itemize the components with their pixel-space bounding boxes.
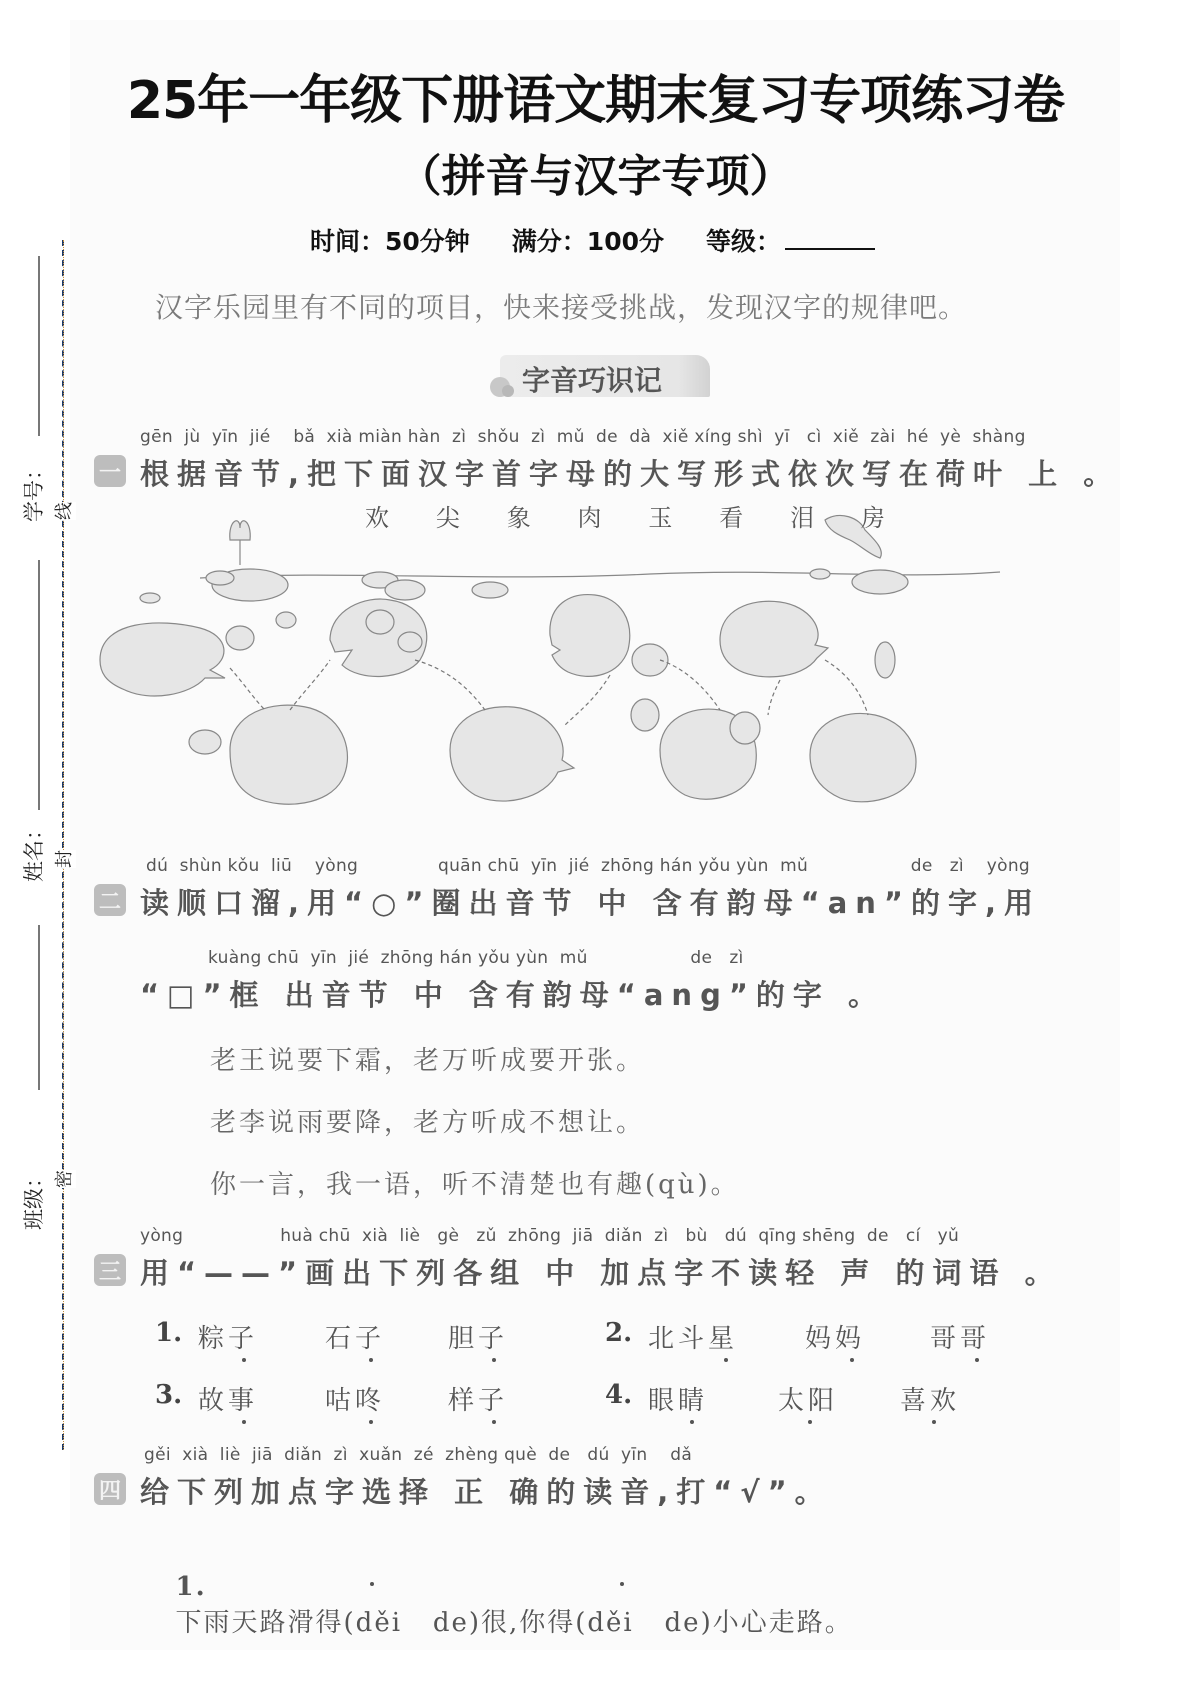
- q3-word: 故事: [198, 1386, 259, 1416]
- emphasis-dot: [370, 1582, 374, 1586]
- q3-text: 用“——”画出下列各组 中 加点字不读轻 声 的词语 。: [140, 1256, 1062, 1290]
- q1-pinyin: gēn jù yīn jié bǎ xià miàn hàn zì shǒu zì mǔ de dà xiě xíng shì yī cì xiě zài hé yè shàng: [140, 427, 1026, 447]
- emphasis-dot: [492, 1420, 496, 1424]
- q2-badge: 二: [94, 884, 126, 916]
- lily-pond-illustration: [90, 504, 1010, 820]
- q4-pinyin: gěi xià liè jiā diǎn zì xuǎn zé zhèng què de dú yīn dǎ: [144, 1445, 693, 1465]
- q3-group-num: 2.: [605, 1318, 633, 1348]
- q1-char: 看: [719, 504, 744, 532]
- q3-word: 样子: [448, 1386, 509, 1416]
- emphasis-dot: [242, 1420, 246, 1424]
- banner-decoration-icon: [502, 385, 514, 397]
- q2-text-line1: 读顺口溜,用“○”圈出音节 中 含有韵母“an”的字,用: [140, 886, 1041, 920]
- q4-badge: 四: [94, 1473, 126, 1505]
- q2-pinyin-line1: dú shùn kǒu liū yòng quān chū yīn jié zhōng hán yǒu yùn mǔ de zì yòng: [146, 856, 1030, 876]
- q1-char: 泪: [790, 504, 815, 532]
- time-limit: 时间：50分钟: [310, 227, 470, 256]
- q1-character-list: [365, 498, 885, 533]
- q3-word: 石子: [325, 1324, 386, 1354]
- grade-blank[interactable]: [785, 222, 875, 250]
- student-id-blank[interactable]: [38, 256, 40, 436]
- q2-poem-line: 你一言，我一语，听不清楚也有趣(qù)。: [210, 1170, 740, 1200]
- q1-char: 房: [860, 504, 885, 532]
- binding-cut-line-accent: [63, 240, 64, 1450]
- q4-item-text: 下雨天路滑得(děi de)很,你得(děi de)小心走路。: [175, 1608, 853, 1638]
- q3-row-1: [0, 1318, 1191, 1358]
- q3-word: 咕咚: [325, 1386, 386, 1416]
- section-banner-label: 字音巧识记: [522, 364, 663, 397]
- q3-word: 哥哥: [930, 1324, 991, 1354]
- grade-label: 等级：: [705, 227, 781, 256]
- q3-pinyin: yòng huà chū xià liè gè zǔ zhōng jiā diǎn zì bù dú qīng shēng de cí yǔ: [140, 1226, 960, 1246]
- q1-char: 欢: [365, 504, 389, 532]
- exam-title: 25年一年级下册语文期末复习专项练习卷: [126, 71, 1065, 131]
- cut-mark-secret: 密: [50, 1170, 76, 1188]
- q1-char: 象: [506, 504, 531, 532]
- q3-group-num: 3.: [155, 1380, 183, 1410]
- name-blank[interactable]: [38, 560, 40, 810]
- q3-word: 喜欢: [900, 1386, 961, 1416]
- q3-word: 眼睛: [648, 1386, 709, 1416]
- full-score: 满分：100分: [511, 227, 664, 256]
- q3-word: 胆子: [448, 1324, 509, 1354]
- emphasis-dot: [369, 1420, 373, 1424]
- q2-poem-line: 老李说雨要降，老方听成不想让。: [210, 1108, 646, 1138]
- q3-word: 粽子: [198, 1324, 259, 1354]
- q1-char: 玉: [648, 504, 673, 532]
- pond-icon: [90, 510, 1010, 820]
- emphasis-dot: [242, 1358, 246, 1362]
- q2-poem-line: 老王说要下霜，老万听成要开张。: [210, 1046, 646, 1076]
- q3-row-2: [0, 1380, 1191, 1420]
- cut-mark-line: 线: [50, 502, 76, 520]
- emphasis-dot: [724, 1358, 728, 1362]
- q2-pinyin-line2: kuàng chū yīn jié zhōng hán yǒu yùn mǔ de zì: [208, 948, 744, 968]
- emphasis-dot: [369, 1358, 373, 1362]
- q4-text: 给下列加点字选择 正 确的读音,打“√”。: [140, 1475, 832, 1509]
- q3-word: 北斗星: [648, 1324, 739, 1354]
- q3-group-num: 4.: [605, 1380, 633, 1410]
- emphasis-dot: [690, 1420, 694, 1424]
- q1-badge: 一: [94, 455, 126, 487]
- q3-word: 妈妈: [805, 1324, 866, 1354]
- emphasis-dot: [932, 1420, 936, 1424]
- emphasis-dot: [492, 1358, 496, 1362]
- q1-char: 肉: [577, 504, 602, 532]
- name-label: 姓名：: [22, 819, 46, 882]
- intro-text: 汉字乐园里有不同的项目，快来接受挑战，发现汉字的规律吧。: [155, 291, 968, 324]
- class-label: 班级：: [22, 1167, 46, 1230]
- grade-field: [706, 222, 875, 258]
- emphasis-dot: [850, 1358, 854, 1362]
- q4-item-1: [155, 1542, 853, 1639]
- emphasis-dot: [975, 1358, 979, 1362]
- section-banner: [500, 355, 710, 397]
- q3-group-num: 1.: [155, 1318, 183, 1348]
- student-id-label: 学号：: [22, 459, 46, 522]
- q2-text-line2: “□”框 出音节 中 含有韵母“ang”的字 。: [140, 978, 885, 1012]
- cut-mark-seal: 封: [50, 850, 76, 868]
- q1-text: 根据音节,把下面汉字首字母的大写形式依次写在荷叶 上 。: [140, 457, 1121, 491]
- q3-word: 太阳: [778, 1386, 839, 1416]
- q1-char: 尖: [435, 504, 460, 532]
- q4-item-num: 1.: [175, 1572, 207, 1602]
- exam-meta: [310, 222, 875, 258]
- class-blank[interactable]: [38, 925, 40, 1090]
- emphasis-dot: [620, 1582, 624, 1586]
- emphasis-dot: [808, 1420, 812, 1424]
- q3-badge: 三: [94, 1254, 126, 1286]
- exam-subtitle: （拼音与汉字专项）: [397, 151, 794, 202]
